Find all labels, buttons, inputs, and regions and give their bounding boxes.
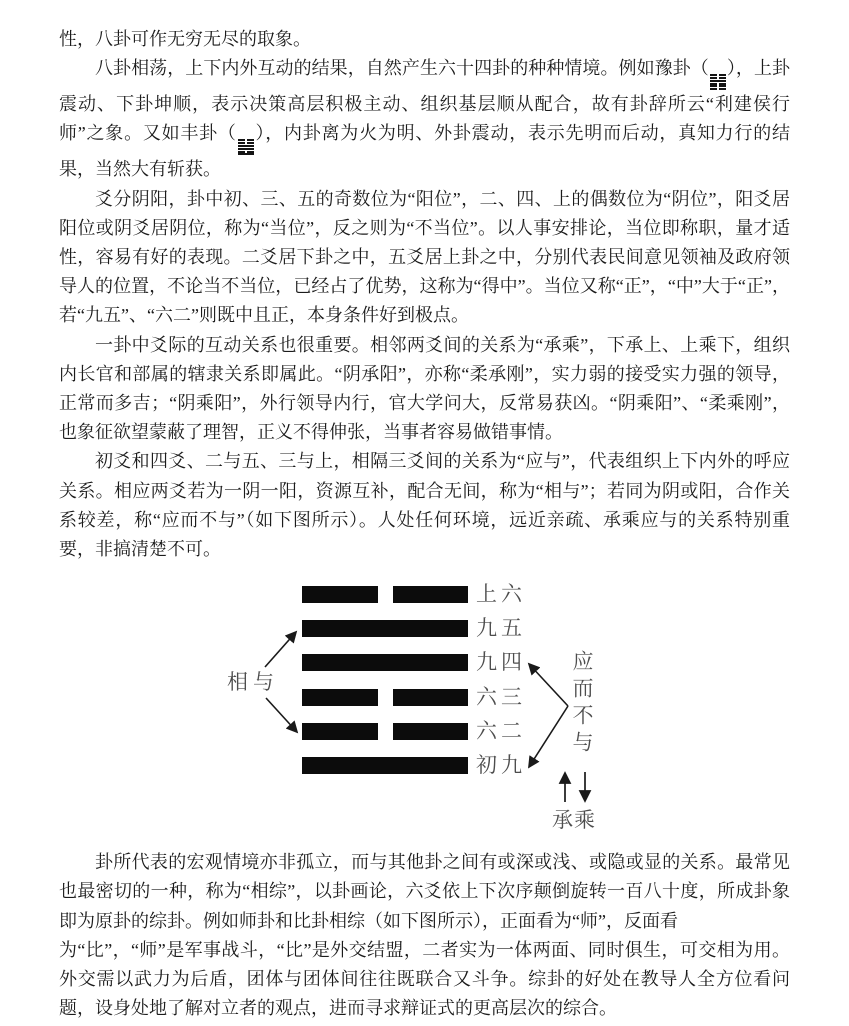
- hex-row-yang: [710, 80, 726, 82]
- paragraph: 卦所代表的宏观情境亦非孤立，而与其他卦之间有或深或浅、或隐或显的关系。最常见也最密切的一种，称为“相综”，以卦画论，六爻依上下次序颠倒旋转一百八十度，所成卦象即为原卦的综卦。例如师卦和比卦相综（如下图所示），正面看为“师”，反面看 为“比”，“师”是军事战斗，“比”是外交结盟，二者实为一体两面、同时俱生，可交相为用。外交需以武力为后盾，团体与团体间往往既联合又斗争。综卦的好处在教导人全方位看问题，设身处地了解对立者的观点，进而寻求辩证式的更高层次的综合。: [59, 852, 790, 1019]
- xiangyu-arrow-to-liuer: [266, 698, 297, 732]
- hexagram-line-yang: [302, 620, 468, 637]
- text-before-figure: [59, 25, 790, 564]
- line-label: 初九: [476, 753, 526, 778]
- hex-row-yin: [710, 83, 726, 85]
- hexagram-relations-figure: [227, 574, 660, 837]
- hex-row-yang: [238, 153, 254, 155]
- xiangyu-label: 相与: [227, 670, 279, 695]
- line-label: 六二: [476, 719, 526, 744]
- hex-row-yin: [710, 85, 726, 87]
- hexagram-yu-icon: [710, 74, 726, 90]
- hexagram-feng-icon: [238, 139, 254, 155]
- hex-row-yang: [238, 145, 254, 147]
- hex-row-yin: [238, 139, 254, 141]
- hex-row-yin: [710, 74, 726, 76]
- hexagram-line-yang: [302, 654, 468, 671]
- yingbuyu-arrow-to-jiusi: [529, 664, 568, 706]
- xiangyu-arrow-to-jiuwu: [265, 632, 296, 667]
- line-label: 九五: [476, 616, 526, 641]
- cheng-sheng-label: [552, 806, 596, 835]
- line-label: 六三: [476, 685, 526, 710]
- text-after-figure: [59, 848, 790, 1023]
- yingbuyu-arrow-to-chujiu: [529, 706, 568, 767]
- ying-er-bu-yu-label: 应而不与: [570, 650, 594, 759]
- hexagram-line-yin: [302, 689, 468, 706]
- line-label: 九四: [476, 650, 526, 675]
- paragraph: 一卦中爻际的互动关系也很重要。相邻两爻间的关系为“承乘”，下承上、上乘下，组织内长官和部属的辖隶关系即属此。“阴承阳”，亦称“柔承刚”，实力弱的接受实力强的领导，正常而多吉；“阴乘阳”，外行领导内行，官大学问大，反常易获凶。“阴乘阳”、“柔乘刚”，也象征欲望蒙蔽了理智，正义不得伸张，当事者容易做错事情。: [59, 334, 790, 443]
- line-label: 上六: [476, 582, 526, 607]
- cheng-label: 承: [552, 808, 574, 833]
- hexagram-line-yin: [302, 723, 468, 740]
- sheng-label: 乘: [574, 808, 596, 833]
- paragraph: 性，八卦可作无穷无尽的取象。: [59, 29, 311, 49]
- hex-row-yang: [238, 148, 254, 150]
- hex-row-yin: [238, 151, 254, 153]
- paragraph: 八卦相荡，上下内外互动的结果，自然产生六十四卦的种种情境。例如豫卦（ ），上卦震动、下卦坤顺，表示决策高层积极主动、组织基层顺从配合，故有卦辞所云“利建侯行师”之象。又如丰卦（ ），内卦离为火为明、外卦震动，表示先明而后动，真知力行的结果，当然大有斩获。: [59, 58, 791, 180]
- hex-row-yin: [238, 142, 254, 144]
- hexagram-line-yang: [302, 757, 468, 774]
- paragraph: 爻分阴阳，卦中初、三、五的奇数位为“阳位”，二、四、上的偶数位为“阴位”，阳爻居阳位或阴爻居阴位，称为“当位”，反之则为“不当位”。以人事安排论，当位即称职，量才适性，容易有好的表现。二爻居下卦之中，五爻居上卦之中，分别代表民间意见领袖及政府领导人的位置，不论当不当位，已经占了优势，这称为“得中”。当位又称“正”，“中”大于“正”，若“九五”、“六二”则既中且正，本身条件好到极点。: [59, 188, 790, 326]
- hex-row-yin: [710, 77, 726, 79]
- paragraph: 初爻和四爻、二与五、三与上，相隔三爻间的关系为“应与”，代表组织上下内外的呼应关系。相应两爻若为一阴一阳，资源互补，配合无间，称为“相与”；若同为阴或阳，合作关系较差，称“应而不与”（如下图所示）。人处任何环境，远近亲疏、承乘应与的关系特别重要，非搞清楚不可。: [59, 451, 790, 560]
- hex-row-yin: [710, 88, 726, 90]
- hexagram-line-yin: [302, 586, 468, 603]
